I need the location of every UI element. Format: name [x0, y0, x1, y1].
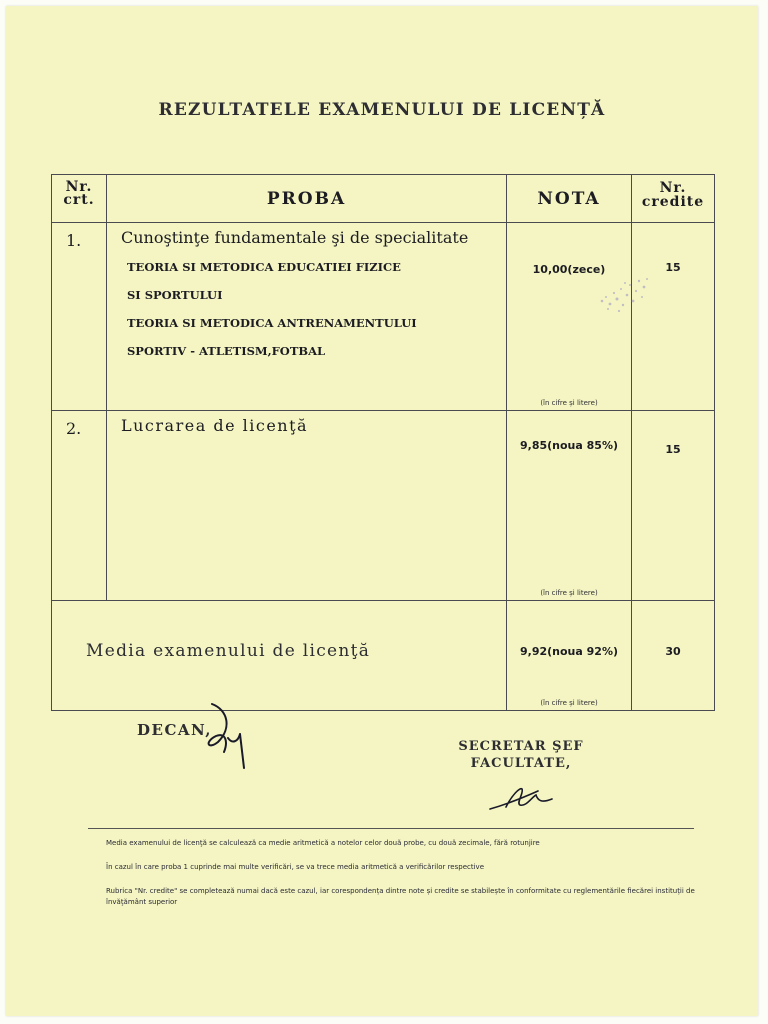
credits-value: 30: [665, 645, 681, 658]
grade-cell: [507, 411, 632, 601]
credits-cell: [632, 601, 715, 711]
secretar-line: FACULTATE,: [470, 756, 572, 771]
subject-line: TEORIA SI METODICA EDUCATIEI FIZICE: [127, 260, 401, 274]
secretar-label: [446, 738, 596, 772]
grade-hint: (în cifre și litere): [540, 399, 598, 407]
grade-hint: (în cifre și litere): [540, 589, 598, 597]
header-credite: Nr. credite: [632, 175, 715, 223]
header-proba: PROBA: [107, 175, 507, 223]
grade-hint: (în cifre și litere): [540, 699, 598, 707]
footnotes: [106, 838, 706, 921]
grade-value: 9,85(noua 85%): [520, 439, 618, 452]
grade-cell: [507, 601, 632, 711]
grade-value: 10,00(zece): [532, 263, 606, 276]
document-sheet: [6, 6, 758, 1016]
table-header-row: [52, 175, 715, 223]
decan-signature: [198, 698, 268, 778]
section-title: Lucrarea de licenţă: [121, 416, 309, 435]
table-summary-row: [52, 601, 715, 711]
secretar-line: SECRETAR ŞEF: [458, 739, 584, 754]
credits-value: 15: [665, 443, 681, 456]
media-label: Media examenului de licenţă: [52, 601, 507, 711]
stamp-mark: [592, 271, 662, 321]
table-row: [52, 411, 715, 601]
proba-cell: [107, 411, 507, 601]
results-table: [51, 174, 715, 711]
footnote: Rubrica "Nr. credite" se completează numai dacă este cazul, iar corespondența dintre note și credite se stabilește în conformitate cu reglementările fiecărei instituții de învăţământ superior: [106, 887, 695, 906]
document-title: REZULTATELE EXAMENULUI DE LICENȚĂ: [158, 100, 606, 120]
row-number: 2.: [52, 411, 107, 601]
subject-line: TEORIA SI METODICA ANTRENAMENTULUI: [127, 316, 417, 330]
footnote: Media examenului de licenţă se calculează ca medie aritmetică a notelor celor două probe, cu două zecimale, fără rotunjire: [106, 839, 540, 847]
section-title: Cunoştinţe fundamentale şi de specialitate: [121, 228, 469, 247]
credits-cell: [632, 223, 715, 411]
row-number: 1.: [52, 223, 107, 411]
grade-value: 9,92(noua 92%): [520, 645, 618, 658]
credits-cell: [632, 411, 715, 601]
header-nr-crt: Nr. crt.: [52, 175, 107, 223]
footnote-divider: [88, 828, 694, 829]
subject-line: SI SPORTULUI: [127, 288, 223, 302]
table-row: [52, 223, 715, 411]
credits-value: 15: [665, 261, 681, 274]
header-nota: NOTA: [507, 175, 632, 223]
proba-cell: [107, 223, 507, 411]
subject-line: SPORTIV - ATLETISM,FOTBAL: [127, 344, 326, 358]
decan-label: DECAN,: [137, 721, 212, 739]
footnote: În cazul în care proba 1 cuprinde mai multe verificări, se va trece media aritmetică a verificărilor respective: [106, 863, 484, 871]
secretar-signature: [486, 779, 556, 815]
